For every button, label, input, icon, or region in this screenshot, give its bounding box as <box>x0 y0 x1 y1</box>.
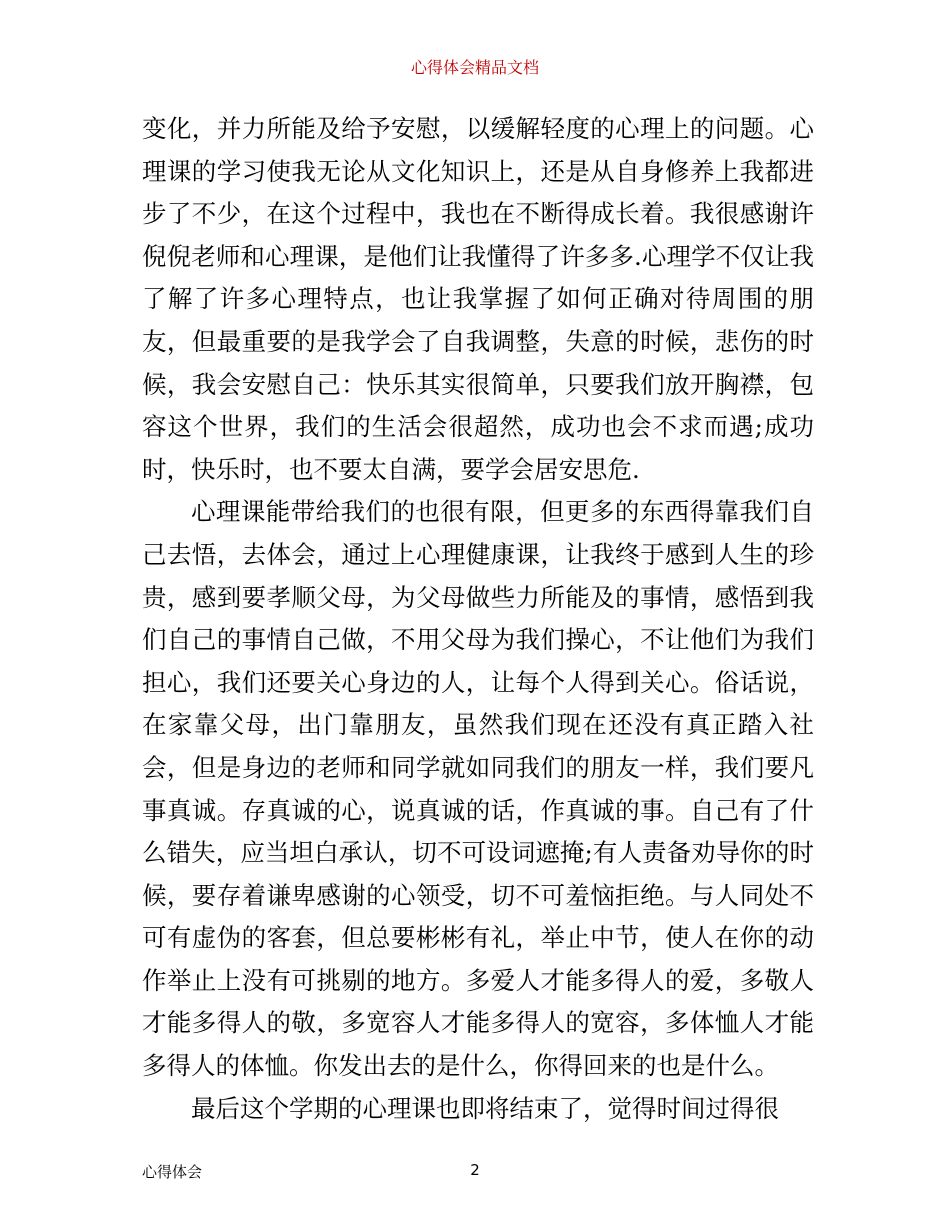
paragraph-1: 变化，并力所能及给予安慰，以缓解轻度的心理上的问题。心理课的学习使我无论从文化知识上，还是从自身修养上我都进步了不少，在这个过程中，我也在不断得成长着。我很感谢许倪倪老师和心理课，是他们让我懂得了许多多.心理学不仅让我了解了许多心理特点，也让我掌握了如何正确对待周围的朋友，但最重要的是我学会了自我调整，失意的时候，悲伤的时候，我会安慰自己：快乐其实很简单，只要我们放开胸襟，包容这个世界，我们的生活会很超然，成功也会不求而遇;成功时，快乐时，也不要太自满，要学会居安思危. <box>142 114 814 484</box>
document-body <box>142 108 814 1130</box>
paragraph-3: 最后这个学期的心理课也即将结束了，觉得时间过得很 <box>191 1093 779 1123</box>
footer-label: 心得体会 <box>142 1163 203 1181</box>
paragraph-2: 心理课能带给我们的也很有限，但更多的东西得靠我们自己去悟，去体会，通过上心理健康课，让我终于感到人生的珍贵，感到要孝顺父母，为父母做些力所能及的事情，感悟到我们自己的事情自己做，不用父母为我们操心，不让他们为我们担心，我们还要关心身边的人，让每个人得到关心。俗话说，在家靠父母，出门靠朋友，虽然我们现在还没有真正踏入社会，但是身边的老师和同学就如同我们的朋友一样，我们要凡事真诚。存真诚的心，说真诚的话，作真诚的事。自己有了什么错失，应当坦白承认，切不可设词遮掩;有人责备劝导你的时候，要存着谦卑感谢的心领受，切不可羞恼拒绝。与人同处不可有虚伪的客套，但总要彬彬有礼，举止中节，使人在你的动作举止上没有可挑剔的地方。多爱人才能多得人的爱，多敬人才能多得人的敬，多宽容人才能多得人的宽容，多体恤人才能多得人的体恤。你发出去的是什么，你得回来的也是什么。 <box>142 497 814 1081</box>
page-number: 2 <box>470 1161 480 1179</box>
page-header-title: 心得体会精品文档 <box>410 58 539 77</box>
